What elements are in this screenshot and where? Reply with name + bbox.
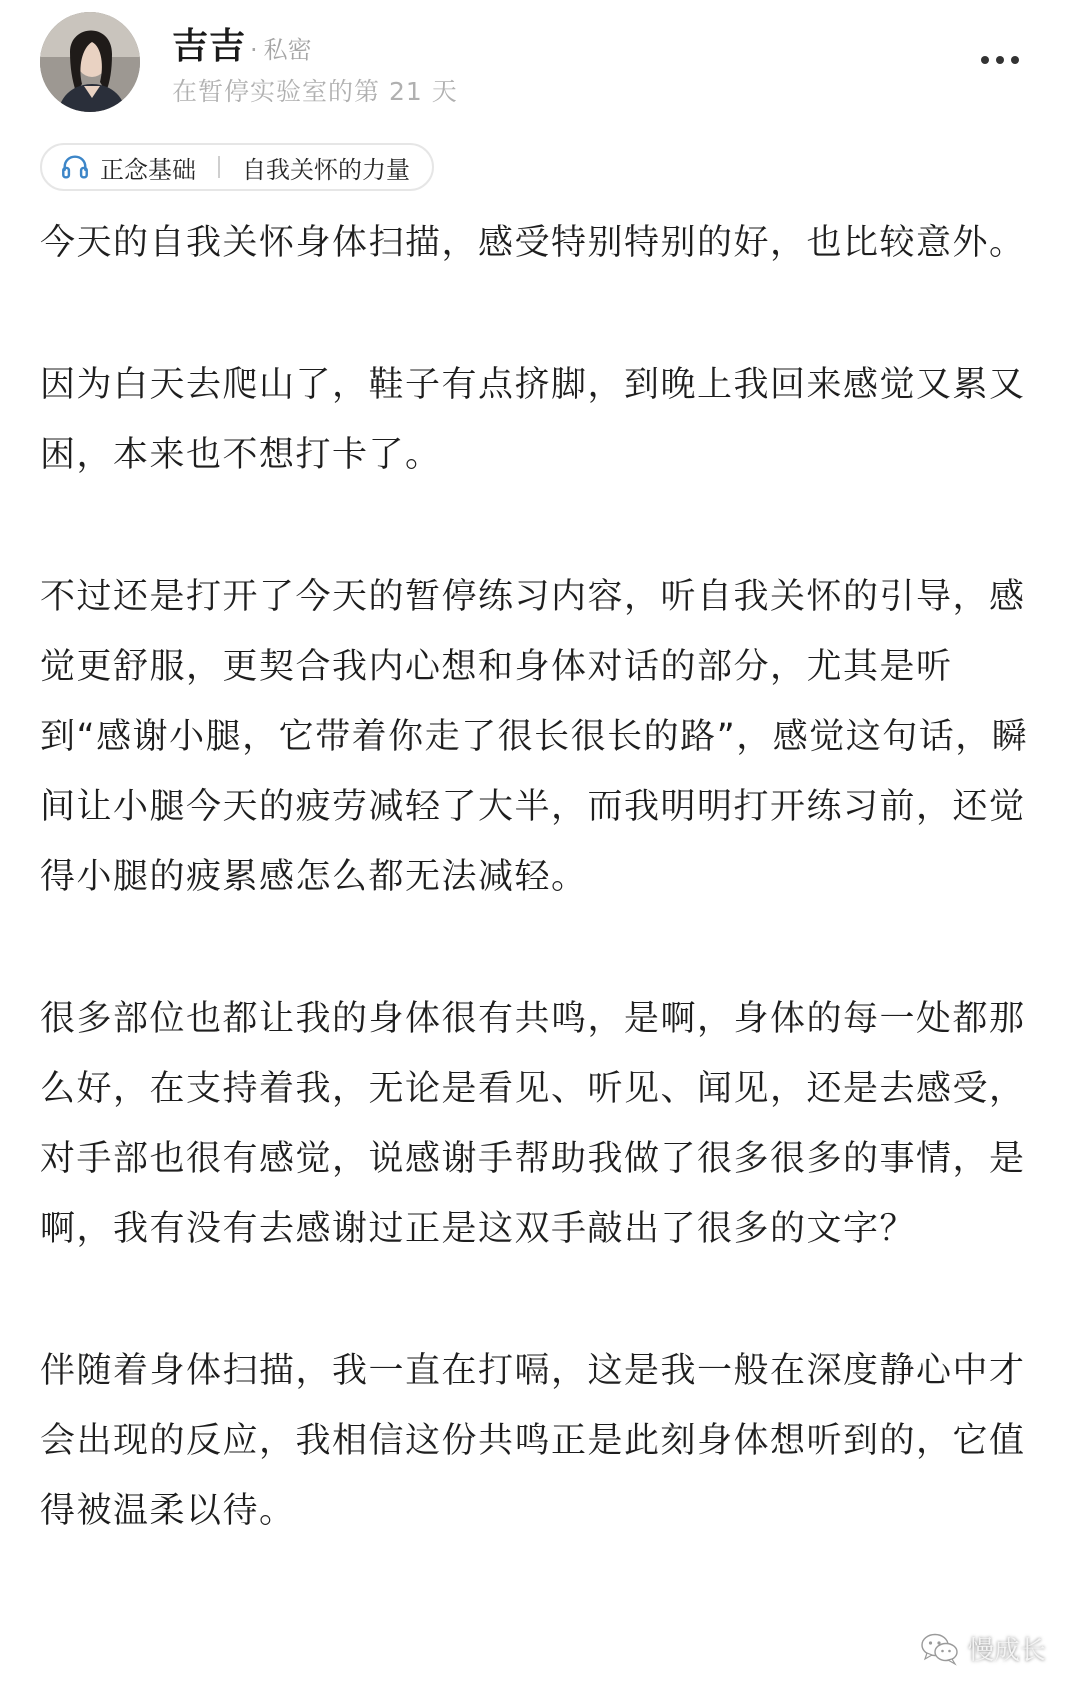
avatar[interactable] (40, 12, 140, 112)
privacy-separator: · (250, 36, 258, 64)
lesson-name: 自我关怀的力量 (242, 155, 410, 184)
tag-divider (218, 156, 220, 178)
headphones-icon (60, 152, 90, 182)
privacy-status: 私密 (263, 36, 312, 64)
user-name[interactable]: 吉吉 (172, 26, 247, 67)
post-header (0, 0, 1080, 130)
watermark (920, 1630, 1046, 1667)
post-paragraph: 今天的自我关怀身体扫描，感受特别特别的好，也比较意外。 (40, 223, 1026, 263)
post-paragraph: 因为白天去爬山了，鞋子有点挤脚，到晚上我回来感觉又累又困，本来也不想打卡了。 (40, 365, 1026, 475)
more-options-button[interactable] (970, 40, 1030, 80)
wechat-icon (920, 1632, 960, 1666)
post-body (40, 208, 1045, 1618)
course-tag[interactable] (40, 143, 434, 191)
more-dot-icon (1011, 56, 1019, 64)
privacy-label (250, 30, 312, 65)
avatar-photo-icon (40, 12, 140, 112)
more-dot-icon (981, 56, 989, 64)
course-name: 正念基础 (100, 155, 196, 184)
more-dot-icon (996, 56, 1004, 64)
day-status: 在暂停实验室的第 21 天 (172, 77, 458, 106)
post-paragraph: 伴随着身体扫描，我一直在打嗝，这是我一般在深度静心中才会出现的反应，我相信这份共鸣正是此刻身体想听到的，它值得被温柔以待。 (40, 1351, 1026, 1531)
post-paragraph: 很多部位也都让我的身体很有共鸣，是啊，身体的每一处都那么好，在支持着我，无论是看见、听见、闻见，还是去感受，对手部也很有感觉，说感谢手帮助我做了很多很多的事情，是啊，我有没有去感谢过正是这双手敲出了很多的文字？ (40, 999, 1026, 1249)
watermark-text: 慢成长 (967, 1636, 1046, 1666)
post-paragraph: 不过还是打开了今天的暂停练习内容，听自我关怀的引导，感觉更舒服，更契合我内心想和身体对话的部分，尤其是听到“感谢小腿，它带着你走了很长很长的路”，感觉这句话，瞬间让小腿今天的疲劳减轻了大半，而我明明打开练习前，还觉得小腿的疲累感怎么都无法减轻。 (40, 577, 1029, 897)
